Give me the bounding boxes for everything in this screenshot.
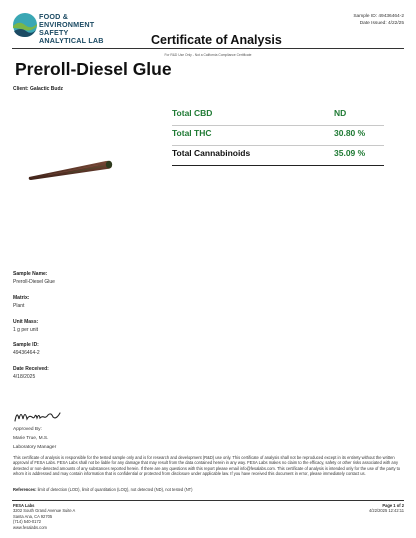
info-key: Sample ID: bbox=[13, 342, 39, 348]
unit-mass-block bbox=[13, 319, 38, 333]
approver-name: Marie True, M.S. bbox=[13, 435, 49, 441]
info-key: Matrix: bbox=[13, 295, 30, 301]
info-value: Preroll-Diesel Glue bbox=[13, 279, 55, 285]
result-value: 35.09 % bbox=[334, 148, 366, 158]
approver-role: Laboratory Manager bbox=[13, 444, 57, 450]
results-table bbox=[172, 106, 384, 166]
approval-block bbox=[13, 426, 56, 452]
result-row-total-cannabinoids bbox=[172, 146, 384, 166]
logo-text: FOOD & ENVIRONMENT SAFETY ANALYTICAL LAB bbox=[39, 12, 104, 45]
client-label: Client: Galactic Budz bbox=[13, 86, 64, 92]
footer-divider bbox=[12, 500, 404, 501]
header-divider bbox=[12, 48, 404, 49]
footer-timestamp: 4/22/2025 12:42:11 bbox=[369, 508, 404, 514]
footer-address-1: 3202 South Grand Avenue Suite A bbox=[13, 508, 76, 514]
footer-phone: (714) 540-0172 bbox=[13, 519, 41, 525]
date-received-block bbox=[13, 366, 49, 380]
info-key: Unit Mass: bbox=[13, 319, 39, 325]
sample-name-block bbox=[13, 271, 55, 285]
result-row-total-thc bbox=[172, 126, 384, 146]
lab-logo bbox=[12, 12, 132, 48]
disclaimer-text: This certificate of analysis is responsible for the tested sample only and is for research and development (R&D) use only. This certificate of analysis shall not be reproduced except in its entirety without the written approval of FESA Labs. FESA Labs shall not be liable for any damage that may result from the data contained herein in any way. FESA Labs makes no claim to the efficacy, safety or other risks associated with any detected or non-detected amounts of any substances reported herein. If there are any questions with this report please email info@fesalabs.com. This certificate of analysis is intended only for the use of the party to whom it is addressed and may contain information that is confidential or protected from disclosure under applicable law. If you have received this document in error, please immediately contact us. bbox=[13, 455, 401, 477]
approved-by-label: Approved By: bbox=[13, 427, 42, 432]
header-date-issued: Date Issued: 4/22/25 bbox=[359, 21, 404, 26]
header-sample-id: Sample ID: 49436464-2 bbox=[353, 14, 404, 19]
references-label: References: bbox=[13, 487, 37, 492]
references-text: limit of detection (LOD), limit of quantitation (LOQ), not detected (ND), not tested (NT) bbox=[37, 487, 193, 492]
footer-address bbox=[13, 503, 75, 530]
info-value: Plant bbox=[13, 303, 25, 309]
footer-website[interactable]: www.fesalabs.com bbox=[13, 524, 47, 530]
page-number: Page 1 of 2 bbox=[382, 503, 404, 508]
result-label: Total CBD bbox=[172, 108, 213, 118]
info-value: 49436464-2 bbox=[13, 350, 40, 356]
info-key: Sample Name: bbox=[13, 271, 48, 277]
result-row-total-cbd bbox=[172, 106, 384, 126]
info-value: 4/18/2025 bbox=[13, 374, 36, 380]
globe-icon bbox=[12, 12, 38, 38]
result-value: ND bbox=[334, 108, 347, 118]
result-value: 30.80 % bbox=[334, 128, 366, 138]
matrix-block bbox=[13, 295, 29, 309]
rnd-note: For R&D Use Only - Not a California Compliance Certificate bbox=[164, 53, 252, 57]
product-title: Preroll-Diesel Glue bbox=[15, 59, 172, 79]
footer-lab-name: FESA Labs bbox=[13, 503, 35, 508]
footer-address-2: Santa Ana, CA 92705 bbox=[13, 513, 53, 519]
info-key: Date Received: bbox=[13, 366, 49, 372]
product-image bbox=[28, 158, 116, 187]
footer-page-info bbox=[369, 503, 404, 514]
sample-id-block bbox=[13, 342, 40, 356]
references-line bbox=[13, 487, 193, 492]
header-meta bbox=[353, 13, 404, 27]
page-title: Certificate of Analysis bbox=[151, 33, 282, 47]
info-value: 1 g per unit bbox=[13, 327, 39, 333]
result-label: Total THC bbox=[172, 128, 212, 138]
result-label: Total Cannabinoids bbox=[172, 148, 251, 158]
